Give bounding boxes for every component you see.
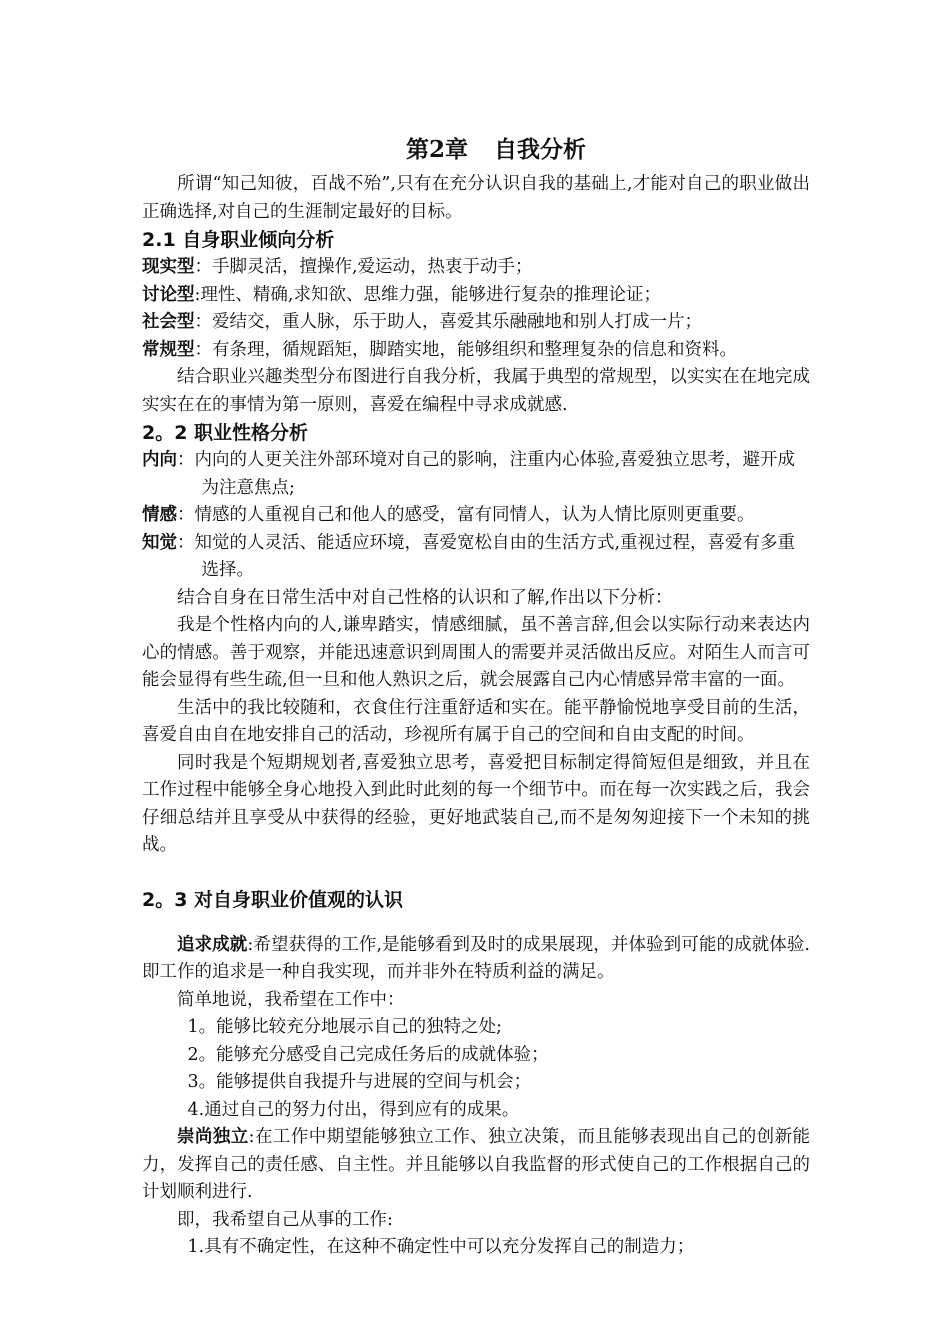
list-item: 1.具有不确定性，在这种不确定性中可以充分发挥自己的制造力；: [187, 1237, 695, 1257]
list-item: 1。能够比较充分地展示自己的独特之处;: [187, 1017, 503, 1037]
definition-term: 讨论型: [142, 284, 195, 305]
value-text: :在工作中期望能够独立工作、独立决策，而且能够表现出自己的创新能力，发挥自己的责任感、自主性。并且能够以自我监督的形式使自己的工作根据自己的计划顺利进行.: [142, 1127, 810, 1202]
definition-text: ：内向的人更关注外部环境对自己的影响，注重内心体验,喜爱独立思考，避开成为注意焦点;: [177, 450, 796, 498]
definition-text: ：手脚灵活，擅操作,爱运动，热衷于动手；: [194, 257, 533, 277]
definition-text: ：知觉的人灵活、能适应环境，喜爱宽松自由的生活方式,重视过程，喜爱有多重选择。: [177, 532, 796, 580]
body-paragraph: 我是个性格内向的人,谦卑踏实，情感细腻，虽不善言辞,但会以实际行动来表达内心的情感。善于观察，并能迅速意识到周围人的需要并灵活做出反应。对陌生人而言可能会显得有些生疏,但一旦和他人熟识之后，就会展露自己内心情感异常丰富的一面。: [142, 615, 810, 690]
definition-item: [142, 530, 810, 585]
list-lead: 简单地说，我希望在工作中：: [177, 989, 405, 1010]
value-paragraph: [142, 932, 810, 987]
value-text: :希望获得的工作,是能够看到及时的成果展现，并体验到可能的成就体验.即工作的追求是一种自我实现，而并非外在特质利益的满足。: [142, 934, 810, 982]
list-item: 3。能够提供自我提升与进展的空间与机会；: [187, 1072, 532, 1092]
definition-text: ：情感的人重视自己和他人的感受，富有同情人，认为人情比原则更重要。: [177, 505, 755, 525]
definition-text: ：爱结交，重人脉，乐于助人，喜爱其乐融融地和别人打成一片；: [194, 312, 702, 332]
definition-term: 知觉: [142, 532, 177, 553]
definition-item: [142, 282, 810, 310]
intro-paragraph: 所谓“知己知彼，百战不殆”,只有在充分认识自我的基础上,才能对自己的职业做出正确选择,对自己的生涯制定最好的目标。: [142, 174, 810, 222]
list-item: 2。能够充分感受自己完成任务后的成就体验；: [187, 1044, 549, 1065]
chapter-number: 第2章: [405, 136, 468, 163]
definition-term: 现实型: [142, 257, 195, 277]
body-paragraph: 结合自身在日常生活中对自己性格的认识和了解,作出以下分析：: [177, 587, 673, 608]
section-heading-2-3: 2。3 对自身职业价值观的认识: [142, 888, 404, 911]
definition-item: [142, 502, 810, 530]
body-paragraph: 生活中的我比较随和，衣食住行注重舒适和实在。能平静愉悦地享受目前的生活，喜爱自由自在地安排自己的活动，珍视所有属于自己的空间和自由支配的时间。: [142, 697, 810, 745]
section-heading-2-2: 2。2 职业性格分析: [142, 422, 309, 444]
section-conclusion: 结合职业兴趣类型分布图进行自我分析，我属于典型的常规型，以实实在在地完成实实在在的事情为第一原则，喜爱在编程中寻求成就感.: [142, 367, 810, 415]
list-item: 4.通过自己的努力付出，得到应有的成果。: [187, 1099, 520, 1120]
definition-term: 情感: [142, 505, 177, 525]
chapter-name: 自我分析: [494, 136, 586, 163]
body-paragraph: 同时我是个短期规划者,喜爱独立思考，喜爱把目标制定得简短但是细致，并且在工作过程中能够全身心地投入到此时此刻的每一个细节中。而在每一次实践之后，我会仔细总结并且享受从中获得的经验，更好地武装自己,而不是匆匆迎接下一个未知的挑战。: [142, 752, 810, 855]
definition-item: [142, 447, 810, 502]
value-term: 追求成就: [177, 934, 248, 955]
value-term: 崇尚独立: [177, 1127, 249, 1147]
definition-term: 社会型: [142, 312, 195, 332]
definition-item: [142, 337, 810, 365]
definition-text: ：有条理，循规蹈矩，脚踏实地，能够组织和整理复杂的信息和资料。: [194, 339, 737, 360]
definition-item: [142, 309, 810, 337]
definition-term: 常规型: [142, 339, 195, 360]
chapter-title: [142, 133, 810, 167]
value-paragraph: [142, 1124, 810, 1207]
definition-item: [142, 254, 810, 282]
list-lead: 即，我希望自己从事的工作:: [177, 1209, 393, 1230]
definition-text: :理性、精确,求知欲、思维力强，能够进行复杂的推理论证；: [194, 284, 661, 305]
section-heading-2-1: 2.1 自身职业倾向分析: [142, 229, 335, 251]
definition-term: 内向: [142, 450, 177, 470]
page-content: [142, 133, 810, 1262]
